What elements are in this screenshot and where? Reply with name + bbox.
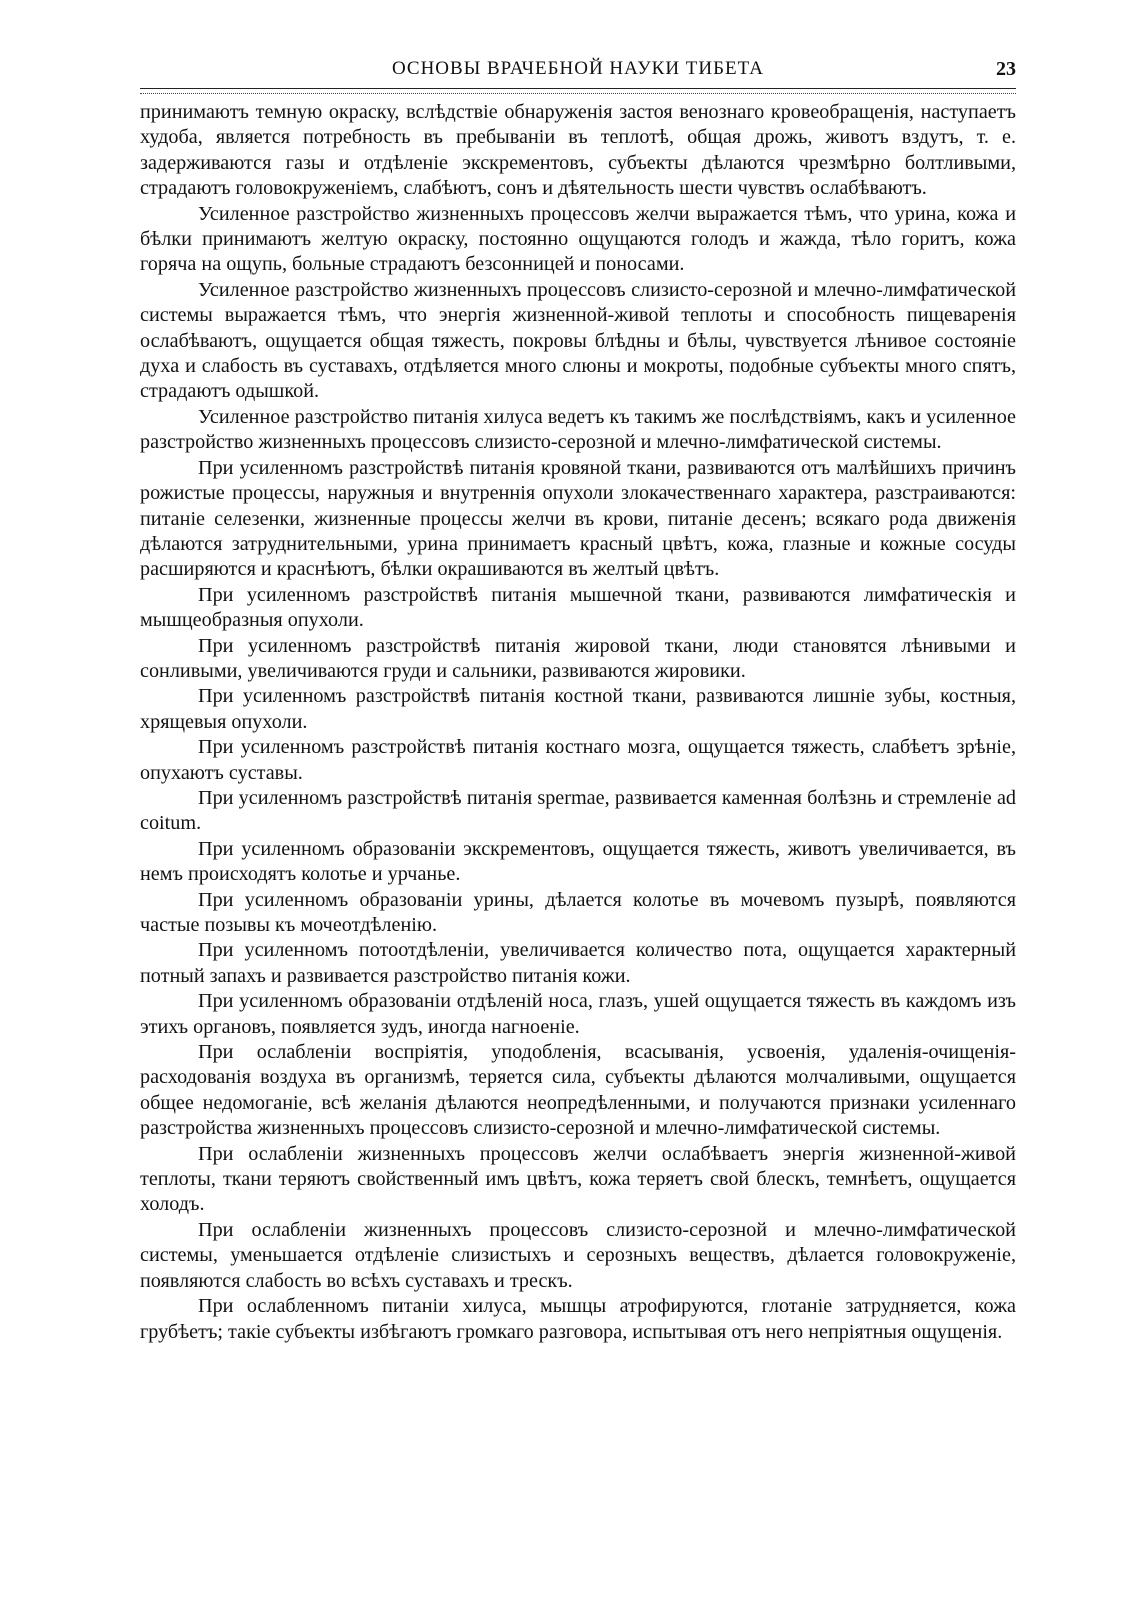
paragraph: При усиленномъ разстройствѣ питанія spermae, развивается каменная болѣзнь и стремленіе ad coitum. — [140, 786, 1016, 835]
paragraph: При усиленномъ потоотдѣленіи, увеличивается количество пота, ощущается характерный потный запахъ и развивается разстройство питанія кожи. — [140, 939, 1016, 987]
paragraph: При ослабленіи жизненныхъ процессовъ слизисто-серозной и млечно-лимфатической системы, уменьшается отдѣленіе слизистыхъ и серозныхъ веществъ, дѣлается головокруженіе, появляются слабость во всѣхъ суставахъ и трескъ. — [140, 1218, 1016, 1292]
paragraph: При усиленномъ образованіи отдѣленій носа, глазъ, ушей ощущается тяжесть въ каждомъ изъ этихъ органовъ, появляется зудъ, иногда нагноеніе. — [140, 990, 1016, 1038]
paragraph: При усиленномъ разстройствѣ питанія костной ткани, развиваются лишніе зубы, костныя, хрящевыя опухоли. — [140, 685, 1016, 733]
paragraph: При ослабленіи жизненныхъ процессовъ желчи ослабѣваетъ энергія жизненной-живой теплоты, ткани теряютъ свойственный имъ цвѣтъ, кожа теряетъ свой блескъ, темнѣетъ, ощущается холодъ. — [140, 1142, 1016, 1216]
paragraph: При ослабленіи воспріятія, уподобленія, всасыванія, усвоенія, удаленія-очищенія-расходованія воздуха въ организмѣ, теряется сила, субъекты дѣлаются молчаливыми, ощущается общее недомоганіе, всѣ желанія дѣлаются неопредѣленными, и получаются признаки усиленнаго разстройства жизненныхъ процессовъ слизисто-серозной и млечно-лимфатической системы. — [140, 1041, 1016, 1140]
paragraph: При усиленномъ разстройствѣ питанія костнаго мозга, ощущается тяжесть, слабѣетъ зрѣніе, опухаютъ суставы. — [140, 736, 1016, 784]
paragraph: Усиленное разстройство жизненныхъ процессовъ желчи выражается тѣмъ, что урина, кожа и бѣлки принимаютъ желтую окраску, постоянно ощущаются голодъ и жажда, тѣло горитъ, кожа горяча на ощупь, больные страдаютъ безсонницей и поносами. — [140, 202, 1016, 276]
paragraph: При усиленномъ разстройствѣ питанія мышечной ткани, развиваются лимфатическія и мышцеобразныя опухоли. — [140, 583, 1016, 632]
paragraph: принимаютъ темную окраску, вслѣдствіе обнаруженія застоя венознаго кровеобращенія, наступаетъ худоба, является потребность въ пребываніи въ теплотѣ, общая дрожь, животъ вздутъ, т. е. задерживаются газы и отдѣленіе экскрементовъ, субъекты дѣлаются чрезмѣрно болтливыми, страдаютъ головокруженіемъ, слабѣютъ, сонъ и дѣятельность шести чувствъ ослабѣваютъ. — [140, 101, 1016, 200]
paragraph: Усиленное разстройство питанія хилуса ведетъ къ такимъ же послѣдствіямъ, какъ и усиленное разстройство жизненныхъ процессовъ слизисто-серозной и млечно-лимфатической системы. — [140, 405, 1016, 454]
running-header — [140, 58, 1016, 86]
paragraph: При усиленномъ разстройствѣ питанія кровяной ткани, развиваются отъ малѣйшихъ причинъ рожистые процессы, наружныя и внутреннія опухоли злокачественнаго характера, разстраиваются: питаніе селезенки, жизненные процессы желчи въ крови, питаніе десенъ; всякаго рода движенія дѣлаются затруднительными, урина принимаетъ красный цвѣтъ, кожа, глазные и кожные сосуды расширяются и краснѣютъ, бѣлки окрашиваются въ желтый цвѣтъ. — [140, 456, 1016, 581]
paragraph: Усиленное разстройство жизненныхъ процессовъ слизисто-серозной и млечно-лимфатической системы выражается тѣмъ, что энергія жизненной-живой теплоты и способность пищеваренія ослабѣваютъ, ощущается общая тяжесть, покровы блѣдны и бѣлы, чувствуется лѣнивое состояніе духа и слабость въ суставахъ, отдѣляется много слюны и мокроты, подобные субъекты много спятъ, страдаютъ одышкой. — [140, 278, 1016, 403]
paragraph: При усиленномъ образованіи экскрементовъ, ощущается тяжесть, животъ увеличивается, въ немъ происходятъ колотье и урчанье. — [140, 837, 1016, 886]
running-title: ОСНОВЫ ВРАЧЕБНОЙ НАУКИ ТИБЕТА — [391, 58, 765, 79]
paragraph: При ослабленномъ питаніи хилуса, мышцы атрофируются, глотаніе затрудняется, кожа грубѣетъ; такіе субъекты избѣгаютъ громкаго разговора, испытывая отъ него непріятныя ощущенія. — [140, 1295, 1016, 1343]
body-text — [140, 100, 1016, 1345]
header-rule — [140, 88, 1016, 94]
paragraph: При усиленномъ образованіи урины, дѣлается колотье въ мочевомъ пузырѣ, появляются частые позывы къ мочеотдѣленію. — [140, 888, 1016, 936]
page-number: 23 — [996, 58, 1016, 80]
paragraph: При усиленномъ разстройствѣ питанія жировой ткани, люди становятся лѣнивыми и сонливыми, увеличиваются груди и сальники, развиваются жировики. — [140, 634, 1016, 682]
